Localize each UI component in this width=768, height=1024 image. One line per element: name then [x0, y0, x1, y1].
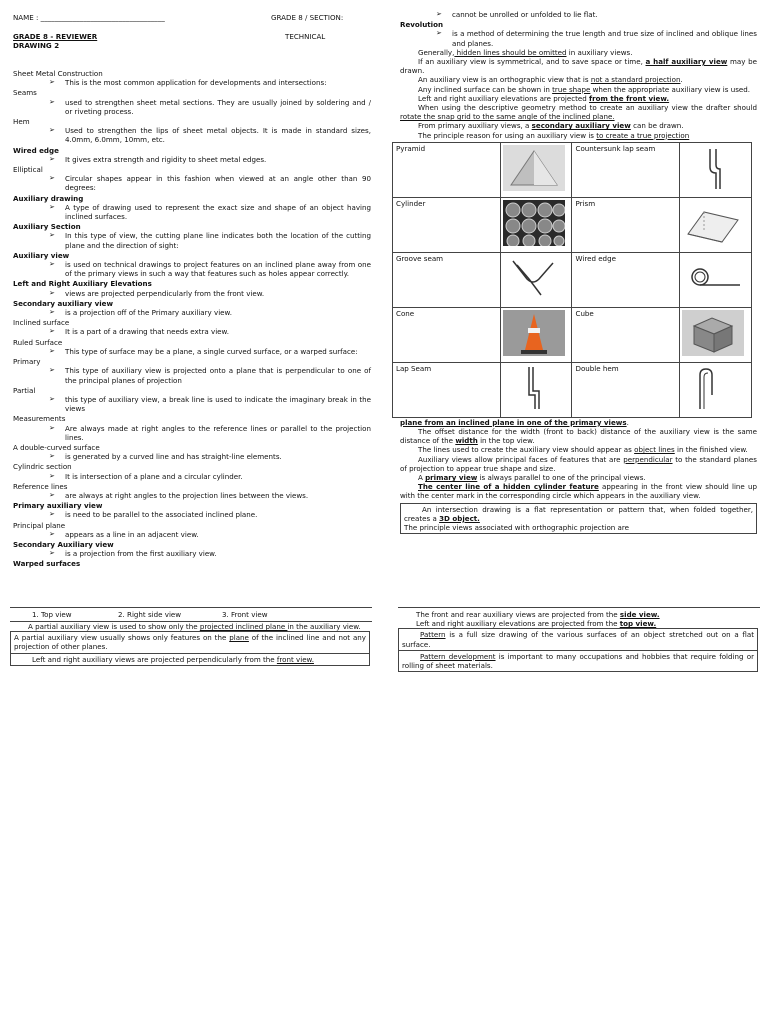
- term-label: Seams: [13, 88, 37, 98]
- paragraph: Left and right auxiliary elevations are projected from the top view.: [416, 619, 657, 629]
- term-label: Auxiliary view: [13, 250, 70, 260]
- term-definition: ➢ views are projected perpendicularly from the front view.: [13, 289, 371, 298]
- term-definition: ➢ is need to be parallel to the associated inclined plane.: [13, 510, 371, 519]
- term-definition: ➢ used to strengthen sheet metal sections. They are usually joined by soldering and / or riveting process.: [13, 98, 371, 116]
- paragraph: From primary auxiliary views, a secondary auxiliary view can be drawn.: [418, 121, 684, 131]
- term-label: Secondary Auxiliary view: [13, 539, 114, 549]
- view-item: 2. Right side view: [118, 610, 182, 619]
- term-definition: ➢ are always at right angles to the projection lines between the views.: [13, 491, 371, 500]
- boxed-paragraph: [398, 628, 758, 649]
- term-label: Measurements: [13, 414, 66, 424]
- shape-gallery-table: [392, 142, 752, 418]
- paragraph: Auxiliary views allow principal faces of features that are perpendicular to the standard planes of projection to appear true shape and size.: [400, 454, 757, 473]
- term-revolution: Revolution: [400, 20, 443, 30]
- paragraph: The lines used to create the auxiliary view should appear as object lines in the finished view.: [418, 445, 748, 455]
- boxed-paragraph: [398, 650, 758, 672]
- term-label: Left and Right Auxiliary Elevations: [13, 279, 152, 289]
- divider: [10, 607, 372, 608]
- paragraph: A primary view is always parallel to one of the principal views.: [418, 473, 646, 483]
- paragraph: Left and right auxiliary views are projected perpendicularly from the front view.: [32, 654, 314, 664]
- table-row: [393, 252, 752, 307]
- boxed-paragraph: [10, 653, 370, 666]
- term-definition: ➢ is a projection off of the Primary auxiliary view.: [13, 308, 371, 317]
- paragraph: Left and right auxiliary elevations are projected from the front view.: [418, 93, 670, 103]
- paragraph: Generally, hidden lines should be omitted in auxiliary views.: [418, 47, 633, 57]
- bottom-right-box: [398, 610, 758, 672]
- term-label: Hem: [13, 117, 30, 127]
- paragraph: A partial auxiliary view is used to show only the projected inclined plane in the auxiliary view.: [28, 622, 361, 631]
- cell-label: Cube: [572, 307, 680, 362]
- cell-label: Double hem: [572, 362, 680, 417]
- paragraph: An auxiliary view is an orthographic view that is not a standard projection.: [418, 75, 683, 85]
- divider: [398, 607, 760, 608]
- paragraph: The principle views associated with orthographic projection are: [404, 523, 630, 533]
- lap-seam-image: [500, 362, 572, 417]
- cylinder-image: [500, 197, 572, 252]
- name-field: NAME : ___________________________________: [13, 13, 165, 22]
- cell-label: Wired edge: [572, 252, 680, 307]
- term-list: [13, 69, 371, 569]
- term-definition: ➢ This is the most common application for developments and intersections:: [13, 78, 371, 87]
- term-label: Cylindric section: [13, 462, 72, 472]
- cube-image: [680, 307, 752, 362]
- term-definition: ➢ It is a part of a drawing that needs extra view.: [13, 327, 371, 336]
- paragraph: Any inclined surface can be shown in true shape when the appropriate auxiliary view is used.: [418, 84, 751, 94]
- prism-image: [680, 197, 752, 252]
- term-label: Primary: [13, 357, 41, 367]
- boxed-paragraph: [10, 631, 370, 652]
- term-definition: ➢ It gives extra strength and rigidity to sheet metal edges.: [13, 155, 371, 164]
- drawing-title: DRAWING 2: [13, 41, 60, 50]
- paragraph: The principle reason for using an auxiliary view is to create a true projection: [418, 130, 690, 140]
- term-label: Auxiliary drawing: [13, 193, 84, 203]
- grade-section-field: GRADE 8 / SECTION:: [271, 13, 344, 22]
- cell-label: Cylinder: [393, 197, 501, 252]
- paragraph: The center line of a hidden cylinder feature appearing in the front view should line up with the center mark in the corresponding circle which appears in the auxiliary view.: [400, 482, 757, 501]
- right-column: [396, 10, 757, 534]
- left-column: [13, 10, 371, 569]
- term-definition: ➢ is a projection from the first auxiliary view.: [13, 549, 371, 558]
- paragraph: The offset distance for the width (front to back) distance of the auxiliary view is the same distance of the width in the top view.: [400, 427, 757, 446]
- term-label: Secondary auxiliary view: [13, 298, 114, 308]
- cell-label: Groove seam: [393, 252, 501, 307]
- term-label: Elliptical: [13, 165, 43, 175]
- term-label: Reference lines: [13, 481, 68, 491]
- term-label: Wired edge: [13, 145, 59, 155]
- cell-label: Prism: [572, 197, 680, 252]
- term-definition: ➢ this type of auxiliary view, a break line is used to indicate the imaginary break in the views: [13, 395, 371, 413]
- paragraph: Pattern is a full size drawing of the various surfaces of an object stretched out on a flat surface.: [402, 630, 754, 649]
- term-definition: ➢ This type of auxiliary view is projected onto a plane that is perpendicular to one of the principal planes of projection: [13, 366, 371, 384]
- double-hem-image: [680, 362, 752, 417]
- term-definition: ➢ Are always made at right angles to the reference lines or parallel to the projection lines.: [13, 424, 371, 442]
- paragraph: A partial auxiliary view usually shows only features on the plane of the inclined line and not any projection of other planes.: [14, 633, 367, 652]
- paragraph: When using the descriptive geometry method to create an auxiliary view the drafter should rotate the snap grid to the same angle of the inclined plane.: [400, 103, 757, 122]
- term-label: Partial: [13, 385, 36, 395]
- term-definition: ➢ Circular shapes appear in this fashion when viewed at an angle other than 90 degrees:: [13, 174, 371, 192]
- wired-edge-image: [680, 252, 752, 307]
- principal-views-row: [10, 610, 370, 621]
- view-item: 1. Top view: [32, 610, 72, 619]
- paragraph: An intersection drawing is a flat representation or pattern that, when folded together, creates a 3D object.: [404, 504, 753, 523]
- term-definition: ➢ Used to strengthen the lips of sheet metal objects. It is made in standard sizes, 4.0mm, 6.0mm, 10mm, etc.: [13, 126, 371, 144]
- cell-label: Cone: [393, 307, 501, 362]
- bullet-item: ➢ cannot be unrolled or unfolded to lie flat.: [400, 10, 757, 19]
- term-label: Ruled Surface: [13, 337, 63, 347]
- paragraph: Pattern development is important to many occupations and hobbies that require folding or rolling of sheet materials.: [402, 651, 754, 671]
- term-label: Inclined surface: [13, 318, 70, 328]
- cell-label: Lap Seam: [393, 362, 501, 417]
- cell-label: Countersunk lap seam: [572, 142, 680, 197]
- boxed-paragraph: [400, 503, 757, 535]
- table-row: [393, 362, 752, 417]
- bottom-left-box: [10, 610, 370, 666]
- header: [13, 10, 371, 68]
- term-definition: ➢ In this type of view, the cutting plane line indicates both the location of the cutting plane and the direction of sight:: [13, 231, 371, 249]
- reviewer-title: GRADE 8 - REVIEWER: [13, 32, 98, 41]
- term-label: Sheet Metal Construction: [13, 69, 103, 78]
- term-label: A double-curved surface: [13, 442, 100, 452]
- term-definition: ➢ A type of drawing used to represent the exact size and shape of an object having inclined surfaces.: [13, 203, 371, 221]
- countersunk-lap-seam-image: [680, 142, 752, 197]
- term-definition: ➢ This type of surface may be a plane, a single curved surface, or a warped surface:: [13, 347, 371, 356]
- paragraph: If an auxiliary view is symmetrical, and to save space or time, a half auxiliary view may be drawn.: [400, 57, 757, 76]
- pyramid-image: [500, 142, 572, 197]
- term-label: Auxiliary Section: [13, 222, 81, 232]
- term-definition: ➢ is used on technical drawings to project features on an inclined plane away from one of the primary views in such a way that features such as holes appear correctly.: [13, 260, 371, 278]
- table-row: [393, 142, 752, 197]
- term-definition: ➢ appears as a line in an adjacent view.: [13, 530, 371, 539]
- term-label: Primary auxiliary view: [13, 501, 103, 511]
- technical-title: TECHNICAL: [285, 32, 326, 41]
- term-definition: ➢ It is intersection of a plane and a circular cylinder.: [13, 472, 371, 481]
- paragraph: plane from an inclined plane in one of the primary views.: [400, 417, 629, 427]
- cone-image: [500, 307, 572, 362]
- cell-label: Pyramid: [393, 142, 501, 197]
- groove-seam-image: [500, 252, 572, 307]
- view-item: 3. Front view: [222, 610, 268, 619]
- term-definition: ➢ is generated by a curved line and has straight-line elements.: [13, 452, 371, 461]
- bullet-item: ➢ is a method of determining the true length and true size of inclined and oblique lines and planes.: [400, 29, 757, 47]
- table-row: [393, 307, 752, 362]
- table-row: [393, 197, 752, 252]
- term-label: Principal plane: [13, 520, 66, 530]
- term-label: Warped surfaces: [13, 559, 81, 569]
- paragraph: The front and rear auxiliary views are projected from the side view.: [416, 610, 660, 619]
